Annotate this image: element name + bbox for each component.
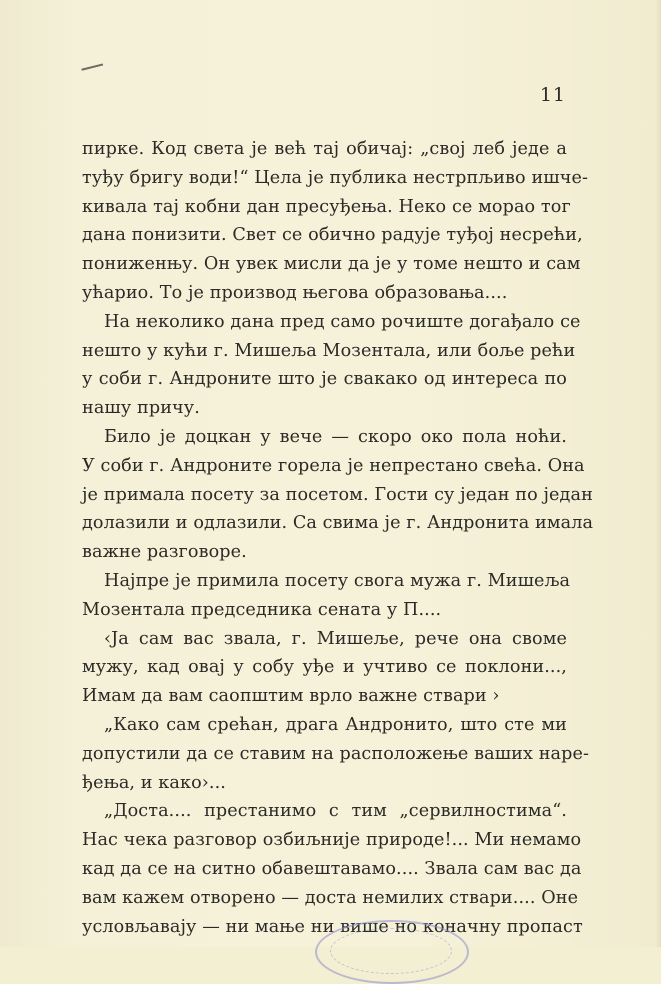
library-stamp-inner: [330, 928, 452, 974]
page-edge: [655, 0, 661, 947]
text-line: ућарио. То је производ његова образовања....: [82, 282, 508, 303]
text-line: условљавају — ни мање ни више но коначну пропаст: [82, 916, 583, 937]
text-line: Имам да вам саопштим врло важне ствари ›: [82, 686, 500, 707]
body-text: [82, 135, 594, 941]
text-line: Било је доцкан у вече — скоро око пола ноћи.: [104, 426, 567, 447]
text-line: ђења, и како›...: [82, 772, 226, 793]
text-line: „Доста.... престанимо с тим „сервилностима“.: [104, 801, 567, 822]
text-line: На неколико дана пред само рочиште догађало се: [104, 311, 581, 332]
text-line: туђу бригу води!“ Цела је публика нестрпљиво ишче-: [82, 167, 589, 188]
text-line: пониженњу. Он увек мисли да је у томе нешто и сам: [82, 254, 581, 275]
text-line: ‹Ја сам вас звала, г. Мишеље, рече она своме: [104, 628, 567, 649]
text-line: Најпре је примила посету свога мужа г. Мишеља: [104, 570, 571, 591]
text-line: У соби г. Андроните горела је непрестано свећа. Она: [82, 455, 585, 476]
text-line: дана понизити. Свет се обично радује туђој несрећи,: [82, 225, 583, 246]
page-number: 11: [539, 84, 566, 106]
text-line: мужу, кад овај у собу уђе и учтиво се поклони...,: [82, 657, 567, 678]
text-line: у соби г. Андроните што је свакако од интереса по: [82, 369, 567, 390]
text-line: Мозентала председника сената у П....: [82, 599, 442, 620]
text-line: допустили да се ставим на расположење ваших наре-: [82, 743, 590, 764]
text-line: је примала посету за посетом. Гости су један по један: [82, 484, 593, 505]
text-line: долазили и одлазили. Са свима је г. Андронита имала: [82, 513, 594, 534]
text-line: Нас чека разговор озбиљније природе!... Ми немамо: [82, 830, 582, 851]
text-line: кивала тај кобни дан пресуђења. Неко се морао тог: [82, 196, 571, 217]
text-line: важне разговоре.: [82, 542, 247, 563]
text-line: нашу причу.: [82, 398, 200, 419]
text-line: пирке. Код света је већ тај обичај: „свој леб једе а: [82, 139, 567, 159]
text-line: кад да се на ситно обавештавамо.... Звала сам вас да: [82, 858, 582, 879]
text-line: „Како сам срећан, драга Андронито, што сте ми: [104, 714, 567, 735]
text-line: вам кажем отворено — доста немилих ствари.... Оне: [82, 887, 579, 908]
text-line: нешто у кући г. Мишеља Мозентала, или боље рећи: [82, 340, 576, 361]
